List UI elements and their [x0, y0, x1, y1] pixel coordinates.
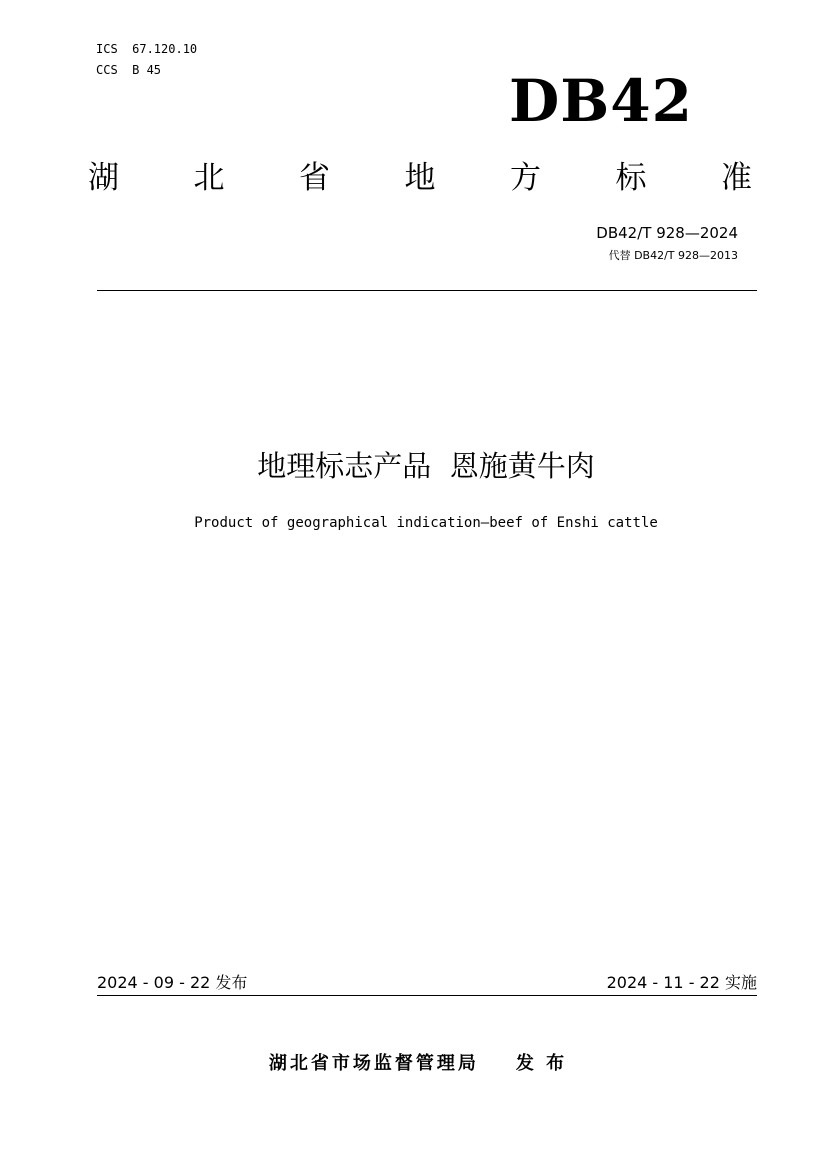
document-title-chinese: 地理标志产品 恩施黄牛肉 — [257, 449, 595, 483]
replaced-standard: 代替 DB42/T 928—2013 — [608, 249, 738, 262]
publisher: 湖北省市场监督管理局 发 布 — [268, 1053, 568, 1074]
region-title-char: 北 — [193, 160, 225, 196]
standard-number: DB42/T 928—2024 — [596, 224, 738, 242]
issue-date: 2024 - 09 - 22 发布 — [97, 973, 248, 992]
ccs-code: CCS B 45 — [96, 63, 162, 77]
ics-code: ICS 67.120.10 — [96, 42, 198, 56]
region-standard-title — [88, 158, 752, 198]
region-title-char: 标 — [615, 160, 647, 196]
region-title-char: 准 — [721, 160, 752, 196]
implementation-date: 2024 - 11 - 22 实施 — [606, 973, 757, 992]
document-title-english: Product of geographical indication—beef of Enshi cattle — [194, 515, 658, 531]
region-title-char: 地 — [404, 160, 436, 196]
region-title-char: 省 — [299, 160, 330, 196]
region-title-char: 湖 — [88, 160, 119, 196]
region-title-char: 方 — [510, 160, 541, 196]
footer-divider — [97, 995, 757, 996]
db42-logo: DB42 — [508, 67, 693, 135]
header-divider — [97, 290, 757, 291]
